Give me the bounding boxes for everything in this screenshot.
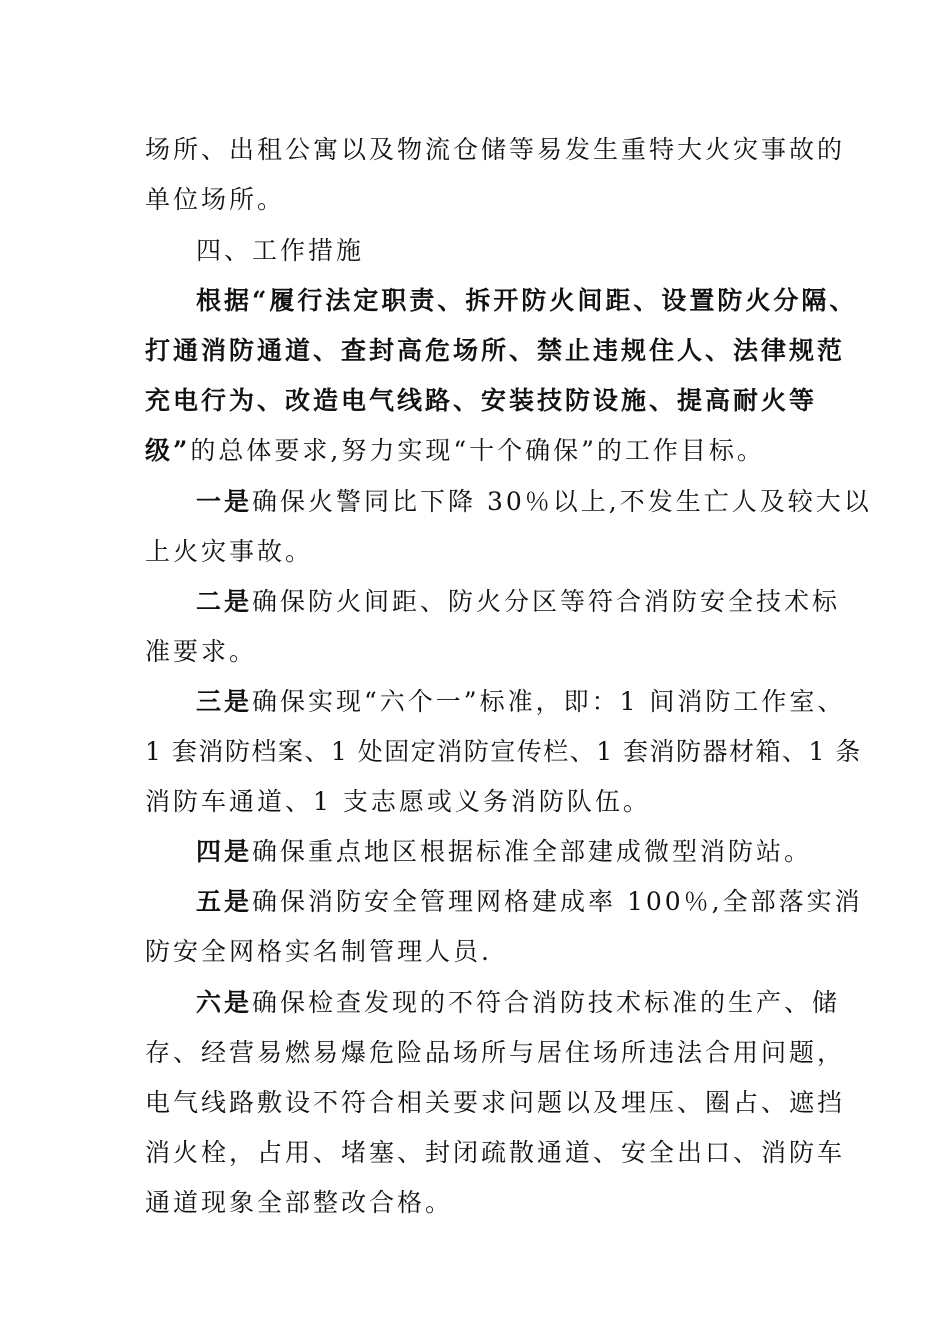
line-text: 单位场所。 <box>145 185 286 214</box>
bold-prefix: 一是 <box>196 487 253 516</box>
line-text: 通道现象全部整改合格。 <box>145 1188 454 1217</box>
line-text: 打通消防通道、查封高危场所、禁止违规住人、法律规范 <box>145 336 846 365</box>
section-heading <box>196 226 950 276</box>
text-line <box>145 1078 950 1128</box>
line-text: 防安全网格实名制管理人员. <box>145 937 492 966</box>
text-line <box>145 326 950 376</box>
line-text: 1 套消防档案、1 处固定消防宣传栏、1 套消防器材箱、1 条 <box>145 737 862 766</box>
line-text-rest: 确保防火间距、防火分区等符合消防安全技术标 <box>252 587 841 616</box>
text-line <box>196 477 950 527</box>
line-text-rest: 确保实现“六个一”标准，即：1 间消防工作室、 <box>252 687 846 716</box>
text-line <box>196 276 950 326</box>
line-text: 准要求。 <box>145 637 258 666</box>
text-line <box>196 877 950 927</box>
text-line <box>145 426 950 476</box>
line-text-rest: 确保火警同比下降 30％以上,不发生亡人及较大以 <box>252 487 872 516</box>
bold-prefix: 级” <box>145 436 191 465</box>
bold-prefix: 六是 <box>196 988 253 1017</box>
line-text: 电气线路敷设不符合相关要求问题以及埋压、圈占、遮挡 <box>145 1088 846 1117</box>
text-line <box>196 827 950 877</box>
line-text: 上火灾事故。 <box>145 537 314 566</box>
text-line <box>145 727 950 777</box>
line-text-rest: 确保消防安全管理网格建成率 100％,全部落实消 <box>252 887 863 916</box>
line-text: 消防车通道、1 支志愿或义务消防队伍。 <box>145 787 651 816</box>
text-line <box>145 927 950 977</box>
text-line <box>145 125 950 175</box>
text-line <box>145 627 950 677</box>
line-text: 消火栓，占用、堵塞、封闭疏散通道、安全出口、消防车 <box>145 1138 846 1167</box>
text-line <box>145 527 950 577</box>
line-text: 充电行为、改造电气线路、安装技防设施、提高耐火等 <box>145 386 818 415</box>
text-line <box>145 777 950 827</box>
text-line <box>196 677 950 727</box>
text-line <box>196 577 950 627</box>
line-text: 四、工作措施 <box>196 236 365 265</box>
line-text: 场所、出租公寓以及物流仓储等易发生重特大火灾事故的 <box>145 135 846 164</box>
bold-prefix: 二是 <box>196 587 253 616</box>
text-line <box>145 1178 950 1228</box>
line-text-rest: 的总体要求,努力实现“十个确保”的工作目标。 <box>190 436 765 465</box>
bold-prefix: 三是 <box>196 687 253 716</box>
line-text-rest: 确保检查发现的不符合消防技术标准的生产、储 <box>252 988 841 1017</box>
line-text: 存、经营易燃易爆危险品场所与居住场所违法合用问题， <box>145 1038 846 1067</box>
bold-prefix: 四是 <box>196 837 253 866</box>
text-line <box>145 1128 950 1178</box>
line-text-rest: 确保重点地区根据标准全部建成微型消防站。 <box>252 837 813 866</box>
text-line <box>196 978 950 1028</box>
bold-prefix: 五是 <box>196 887 253 916</box>
text-line <box>145 1028 950 1078</box>
text-line <box>145 175 950 225</box>
line-text: 根据“履行法定职责、拆开防火间距、设置防火分隔、 <box>196 286 858 315</box>
text-line <box>145 376 950 426</box>
